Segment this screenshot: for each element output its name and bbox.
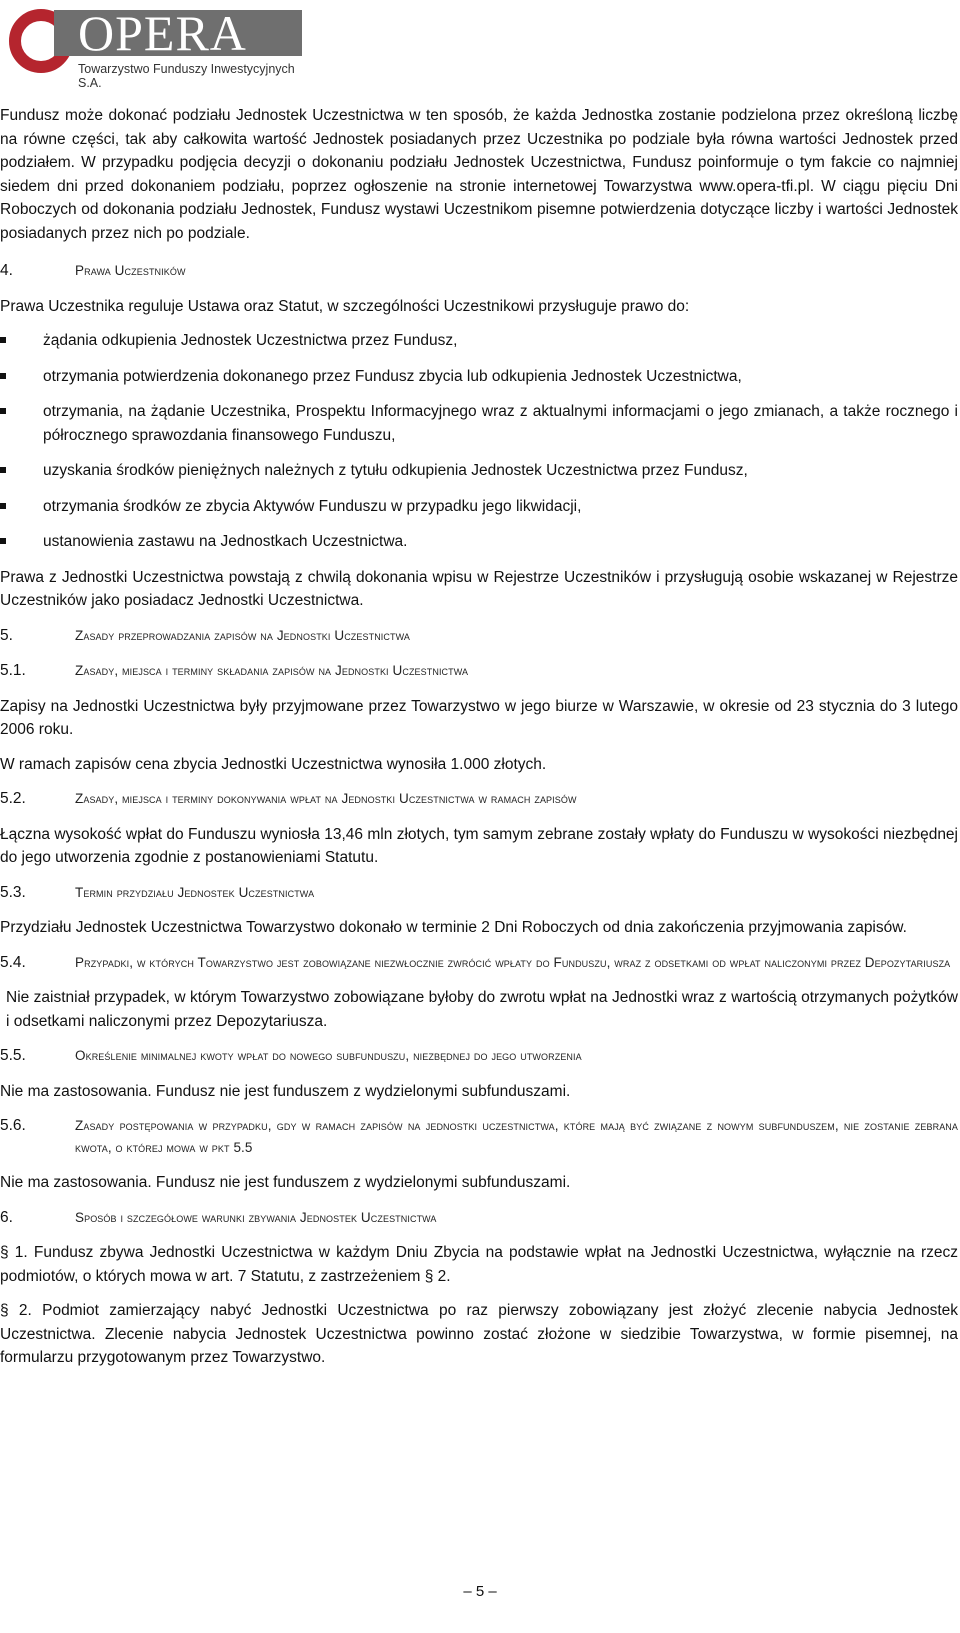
section-title: Zasady, miejsca i terminy składania zapisów na Jednostki Uczestnictwa xyxy=(75,663,469,678)
document-body xyxy=(0,104,958,1381)
section-heading-5-2 xyxy=(0,787,958,811)
list-item-text: uzyskania środków pieniężnych należnych z tytułu odkupienia Jednostek Uczestnictwa przez Fundusz, xyxy=(43,462,748,479)
section-number: 5.3. xyxy=(0,883,26,901)
list-item-text: otrzymania środków ze zbycia Aktywów Funduszu w przypadku jego likwidacji, xyxy=(43,497,582,515)
section-number: 5. xyxy=(0,626,13,644)
section-title: Termin przydziału Jednostek Uczestnictwa xyxy=(75,884,315,900)
list-item-text: żądania odkupienia Jednostek Uczestnictwa przez Fundusz, xyxy=(43,332,458,349)
section-heading-5-4 xyxy=(0,951,958,975)
list-item-text: otrzymania, na żądanie Uczestnika, Prospektu Informacyjnego wraz z aktualnymi informacjami o jego zmianach, a także rocznego i półrocznego sprawozdania finansowego Funduszu, xyxy=(43,403,958,444)
page-number: – 5 – xyxy=(463,1583,497,1600)
paragraph: Przydziału Jednostek Uczestnictwa Towarzystwo dokonało w terminie 2 Dni Roboczych od dnia zakończenia przyjmowania zapisów. xyxy=(0,919,907,936)
intro-paragraph: Fundusz może dokonać podziału Jednostek Uczestnictwa w ten sposób, że każda Jednostka zostanie podzielona przez określoną liczbę na równe części, tak aby całkowita wartość Jednostek posiadanych przez Uczestnika po podziale była równa wartości Jednostek przed podziałem. W przypadku podjęcia decyzji o dokonaniu podziału Jednostek Uczestnictwa, Fundusz poinformuje o tym fakcie co najmniej siedem dni przed dokonaniem podziału, poprzez ogłoszenie na stronie internetowej Towarzystwa www.opera-tfi.pl. W ciągu pięciu Dni Roboczych od dokonania podziału Jednostek, Fundusz wystawi Uczestnikom pisemne potwierdzenia dotyczące liczby i wartości Jednostek posiadanych przez nich po podziale. xyxy=(0,107,958,242)
section-title: Sposób i szczegółowe warunki zbywania Jednostek Uczestnictwa xyxy=(75,1209,437,1225)
paragraph: Łączna wysokość wpłat do Funduszu wyniosła 13,46 mln złotych, tym samym zebrane zostały wpłaty do Funduszu w wysokości niezbędnej do jego utworzenia zgodnie z postanowieniami Statutu. xyxy=(0,825,958,866)
section-number: 5.4. xyxy=(0,953,26,971)
section-heading-5 xyxy=(0,624,958,648)
list-item xyxy=(0,530,958,554)
section-title: Zasady przeprowadzania zapisów na Jednostki Uczestnictwa xyxy=(75,627,410,643)
section-number: 5.1. xyxy=(0,662,26,679)
bullet-icon xyxy=(0,337,6,343)
list-item-text: ustanowienia zastawu na Jednostkach Uczestnictwa. xyxy=(43,533,408,550)
section-lead: Prawa Uczestnika reguluje Ustawa oraz Statut, w szczególności Uczestnikowi przysługuje prawo do: xyxy=(0,297,690,315)
section-number: 5.6. xyxy=(0,1117,26,1134)
list-item xyxy=(0,365,958,389)
section-title: Określenie minimalnej kwoty wpłat do nowego subfunduszu, niezbędnej do jego utworzenia xyxy=(75,1048,582,1063)
logo-wordmark: OPERA xyxy=(78,5,247,61)
section-heading-6 xyxy=(0,1206,958,1230)
bullet-icon xyxy=(0,503,6,509)
list-item xyxy=(0,329,958,353)
section-number: 6. xyxy=(0,1208,13,1226)
section-title: Zasady, miejsca i terminy dokonywania wpłat na Jednostki Uczestnictwa w ramach zapisów xyxy=(75,791,577,806)
section-number: 5.5. xyxy=(0,1047,26,1064)
rights-list xyxy=(0,329,958,554)
paragraph: § 1. Fundusz zbywa Jednostki Uczestnictwa w każdym Dniu Zbycia na podstawie wpłat na Jednostki Uczestnictwa, wyłącznie na rzecz podmiotów, o których mowa w art. 7 Statutu, z zastrzeżeniem § 2. xyxy=(0,1244,958,1285)
paragraph: Zapisy na Jednostki Uczestnictwa były przyjmowane przez Towarzystwo w jego biurze w Warszawie, w okresie od 23 stycznia do 3 lutego 2006 roku. xyxy=(0,697,958,738)
bullet-icon xyxy=(0,538,6,544)
section-title: Przypadki, w których Towarzystwo jest zobowiązane niezwłocznie zwrócić wpłaty do Funduszu, wraz z odsetkami od wpłat naliczonymi przez Depozytariusza xyxy=(75,954,951,970)
bullet-icon xyxy=(0,408,6,414)
section-title: Zasady postępowania w przypadku, gdy w ramach zapisów na jednostki uczestnictwa, które mają być związane z nowym subfunduszem, nie zostanie zebrana kwota, o której mowa w pkt 5.5 xyxy=(75,1118,958,1155)
list-item-text: otrzymania potwierdzenia dokonanego przez Fundusz zbycia lub odkupienia Jednostek Uczestnictwa, xyxy=(43,367,742,385)
section-heading-5-6 xyxy=(0,1114,958,1159)
section-number: 5.2. xyxy=(0,790,26,807)
section-heading-4 xyxy=(0,259,958,283)
list-item xyxy=(0,400,958,447)
paragraph: Nie zaistniał przypadek, w którym Towarzystwo zobowiązane byłoby do zwrotu wpłat na Jednostki wraz z wartością otrzymanych pożytków i odsetkami naliczonymi przez Depozytariusza. xyxy=(6,989,958,1030)
list-item xyxy=(0,459,958,483)
list-item xyxy=(0,495,958,519)
section-heading-5-1 xyxy=(0,659,958,683)
section-closing: Prawa z Jednostki Uczestnictwa powstają z chwilą dokonania wpisu w Rejestrze Uczestników i przysługują osobie wskazanej w Rejestrze Uczestników jako posiadacz Jednostki Uczestnictwa. xyxy=(0,568,958,609)
section-title: Prawa Uczestników xyxy=(75,263,186,278)
paragraph: § 2. Podmiot zamierzający nabyć Jednostki Uczestnictwa po raz pierwszy zobowiązany jest złożyć zlecenie nabycia Jednostek Uczestnictwa. Zlecenie nabycia Jednostek Uczestnictwa powinno zostać złożone w siedzibie Towarzystwa, w formie pisemnej, na formularzu przygotowanym przez Towarzystwo. xyxy=(0,1302,958,1366)
company-logo xyxy=(8,5,304,90)
section-heading-5-5 xyxy=(0,1044,958,1068)
paragraph: Nie ma zastosowania. Fundusz nie jest funduszem z wydzielonymi subfunduszami. xyxy=(0,1174,571,1191)
logo-tagline: Towarzystwo Funduszy Inwestycyjnych S.A. xyxy=(78,62,295,90)
bullet-icon xyxy=(0,373,6,379)
section-heading-5-3 xyxy=(0,881,958,905)
bullet-icon xyxy=(0,467,6,473)
paragraph: Nie ma zastosowania. Fundusz nie jest funduszem z wydzielonymi subfunduszami. xyxy=(0,1082,571,1100)
section-number: 4. xyxy=(0,262,13,279)
paragraph: W ramach zapisów cena zbycia Jednostki Uczestnictwa wynosiła 1.000 złotych. xyxy=(0,755,547,773)
